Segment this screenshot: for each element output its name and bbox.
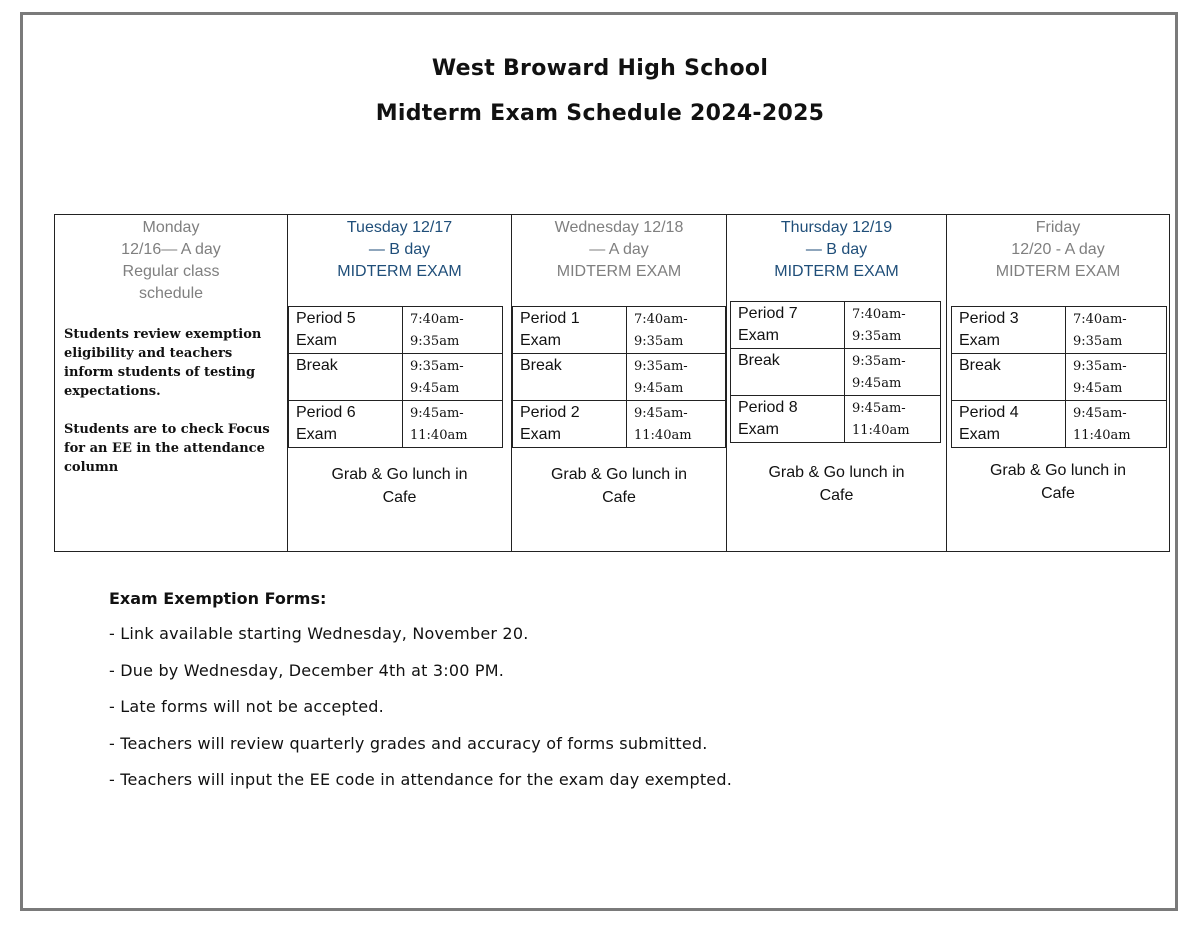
monday-notes <box>64 325 276 496</box>
list-item: - Link available starting Wednesday, November 20. <box>109 624 529 643</box>
table-row <box>513 354 726 401</box>
list-item: - Teachers will review quarterly grades and accuracy of forms submitted. <box>109 733 708 753</box>
period-label: Break <box>289 354 403 401</box>
wednesday-heading: Wednesday 12/18 — A day MIDTERM EXAM <box>554 219 684 280</box>
table-row <box>952 354 1167 401</box>
table-row <box>731 349 941 396</box>
period-time: 9:35am- 9:45am <box>845 349 941 396</box>
wednesday-lunch: Grab & Go lunch in Cafe <box>550 466 688 506</box>
friday-exam-table <box>951 306 1167 448</box>
period-time: 7:40am- 9:35am <box>845 302 941 349</box>
monday-heading: Monday 12/16— A day Regular class schedule <box>121 219 221 302</box>
period-time: 9:45am- 11:40am <box>627 401 726 448</box>
thursday-exam-table <box>730 301 941 443</box>
period-label: Break <box>731 349 845 396</box>
schedule-title: Midterm Exam Schedule 2024-2025 <box>375 101 825 126</box>
table-row <box>289 307 503 354</box>
period-label: Period 6 Exam <box>289 401 403 448</box>
period-label: Period 5 Exam <box>289 307 403 354</box>
period-label: Break <box>513 354 627 401</box>
period-label: Period 1 Exam <box>513 307 627 354</box>
tuesday-heading: Tuesday 12/17 — B day MIDTERM EXAM <box>337 219 462 280</box>
table-row <box>731 396 941 443</box>
period-label: Period 3 Exam <box>952 307 1066 354</box>
monday-column <box>55 215 287 551</box>
period-time: 7:40am- 9:35am <box>627 307 726 354</box>
table-row <box>513 401 726 448</box>
friday-column <box>946 215 1169 551</box>
table-row <box>952 401 1167 448</box>
period-time: 9:45am- 11:40am <box>845 396 941 443</box>
wednesday-exam-table <box>512 306 726 448</box>
period-time: 7:40am- 9:35am <box>1066 307 1167 354</box>
period-time: 9:45am- 11:40am <box>403 401 503 448</box>
period-time: 9:35am- 9:45am <box>1066 354 1167 401</box>
tuesday-lunch: Grab & Go lunch in Cafe <box>331 466 468 506</box>
table-row <box>731 302 941 349</box>
wednesday-column <box>511 215 726 551</box>
period-label: Period 2 Exam <box>513 401 627 448</box>
list-item: - Due by Wednesday, December 4th at 3:00 PM. <box>109 660 505 680</box>
list-item: - Teachers will input the EE code in attendance for the exam day exempted. <box>109 770 732 789</box>
forms-heading: Exam Exemption Forms: <box>109 589 327 608</box>
thursday-column <box>726 215 946 551</box>
friday-lunch: Grab & Go lunch in Cafe <box>989 462 1127 502</box>
thursday-lunch: Grab & Go lunch in Cafe <box>768 464 905 504</box>
period-time: 9:45am- 11:40am <box>1066 401 1167 448</box>
table-row <box>289 401 503 448</box>
table-row <box>952 307 1167 354</box>
note-focus: Students are to check Focus for an EE in the attendance column <box>64 422 270 475</box>
period-time: 9:35am- 9:45am <box>403 354 503 401</box>
friday-heading: Friday 12/20 - A day MIDTERM EXAM <box>995 219 1121 280</box>
list-item: - Late forms will not be accepted. <box>109 697 384 716</box>
thursday-heading: Thursday 12/19 — B day MIDTERM EXAM <box>774 219 899 280</box>
period-label: Break <box>952 354 1066 401</box>
note-exemption: Students review exemption eligibility and teachers inform students of testing expectations. <box>64 327 262 399</box>
schedule-table <box>54 214 1170 552</box>
table-row <box>289 354 503 401</box>
period-label: Period 8 Exam <box>731 396 845 443</box>
tuesday-exam-table <box>288 306 503 448</box>
school-title: West Broward High School <box>431 56 769 81</box>
tuesday-column <box>287 215 511 551</box>
period-time: 9:35am- 9:45am <box>627 354 726 401</box>
period-label: Period 4 Exam <box>952 401 1066 448</box>
period-time: 7:40am- 9:35am <box>403 307 503 354</box>
table-row <box>513 307 726 354</box>
exemption-forms-section <box>109 588 732 806</box>
period-label: Period 7 Exam <box>731 302 845 349</box>
